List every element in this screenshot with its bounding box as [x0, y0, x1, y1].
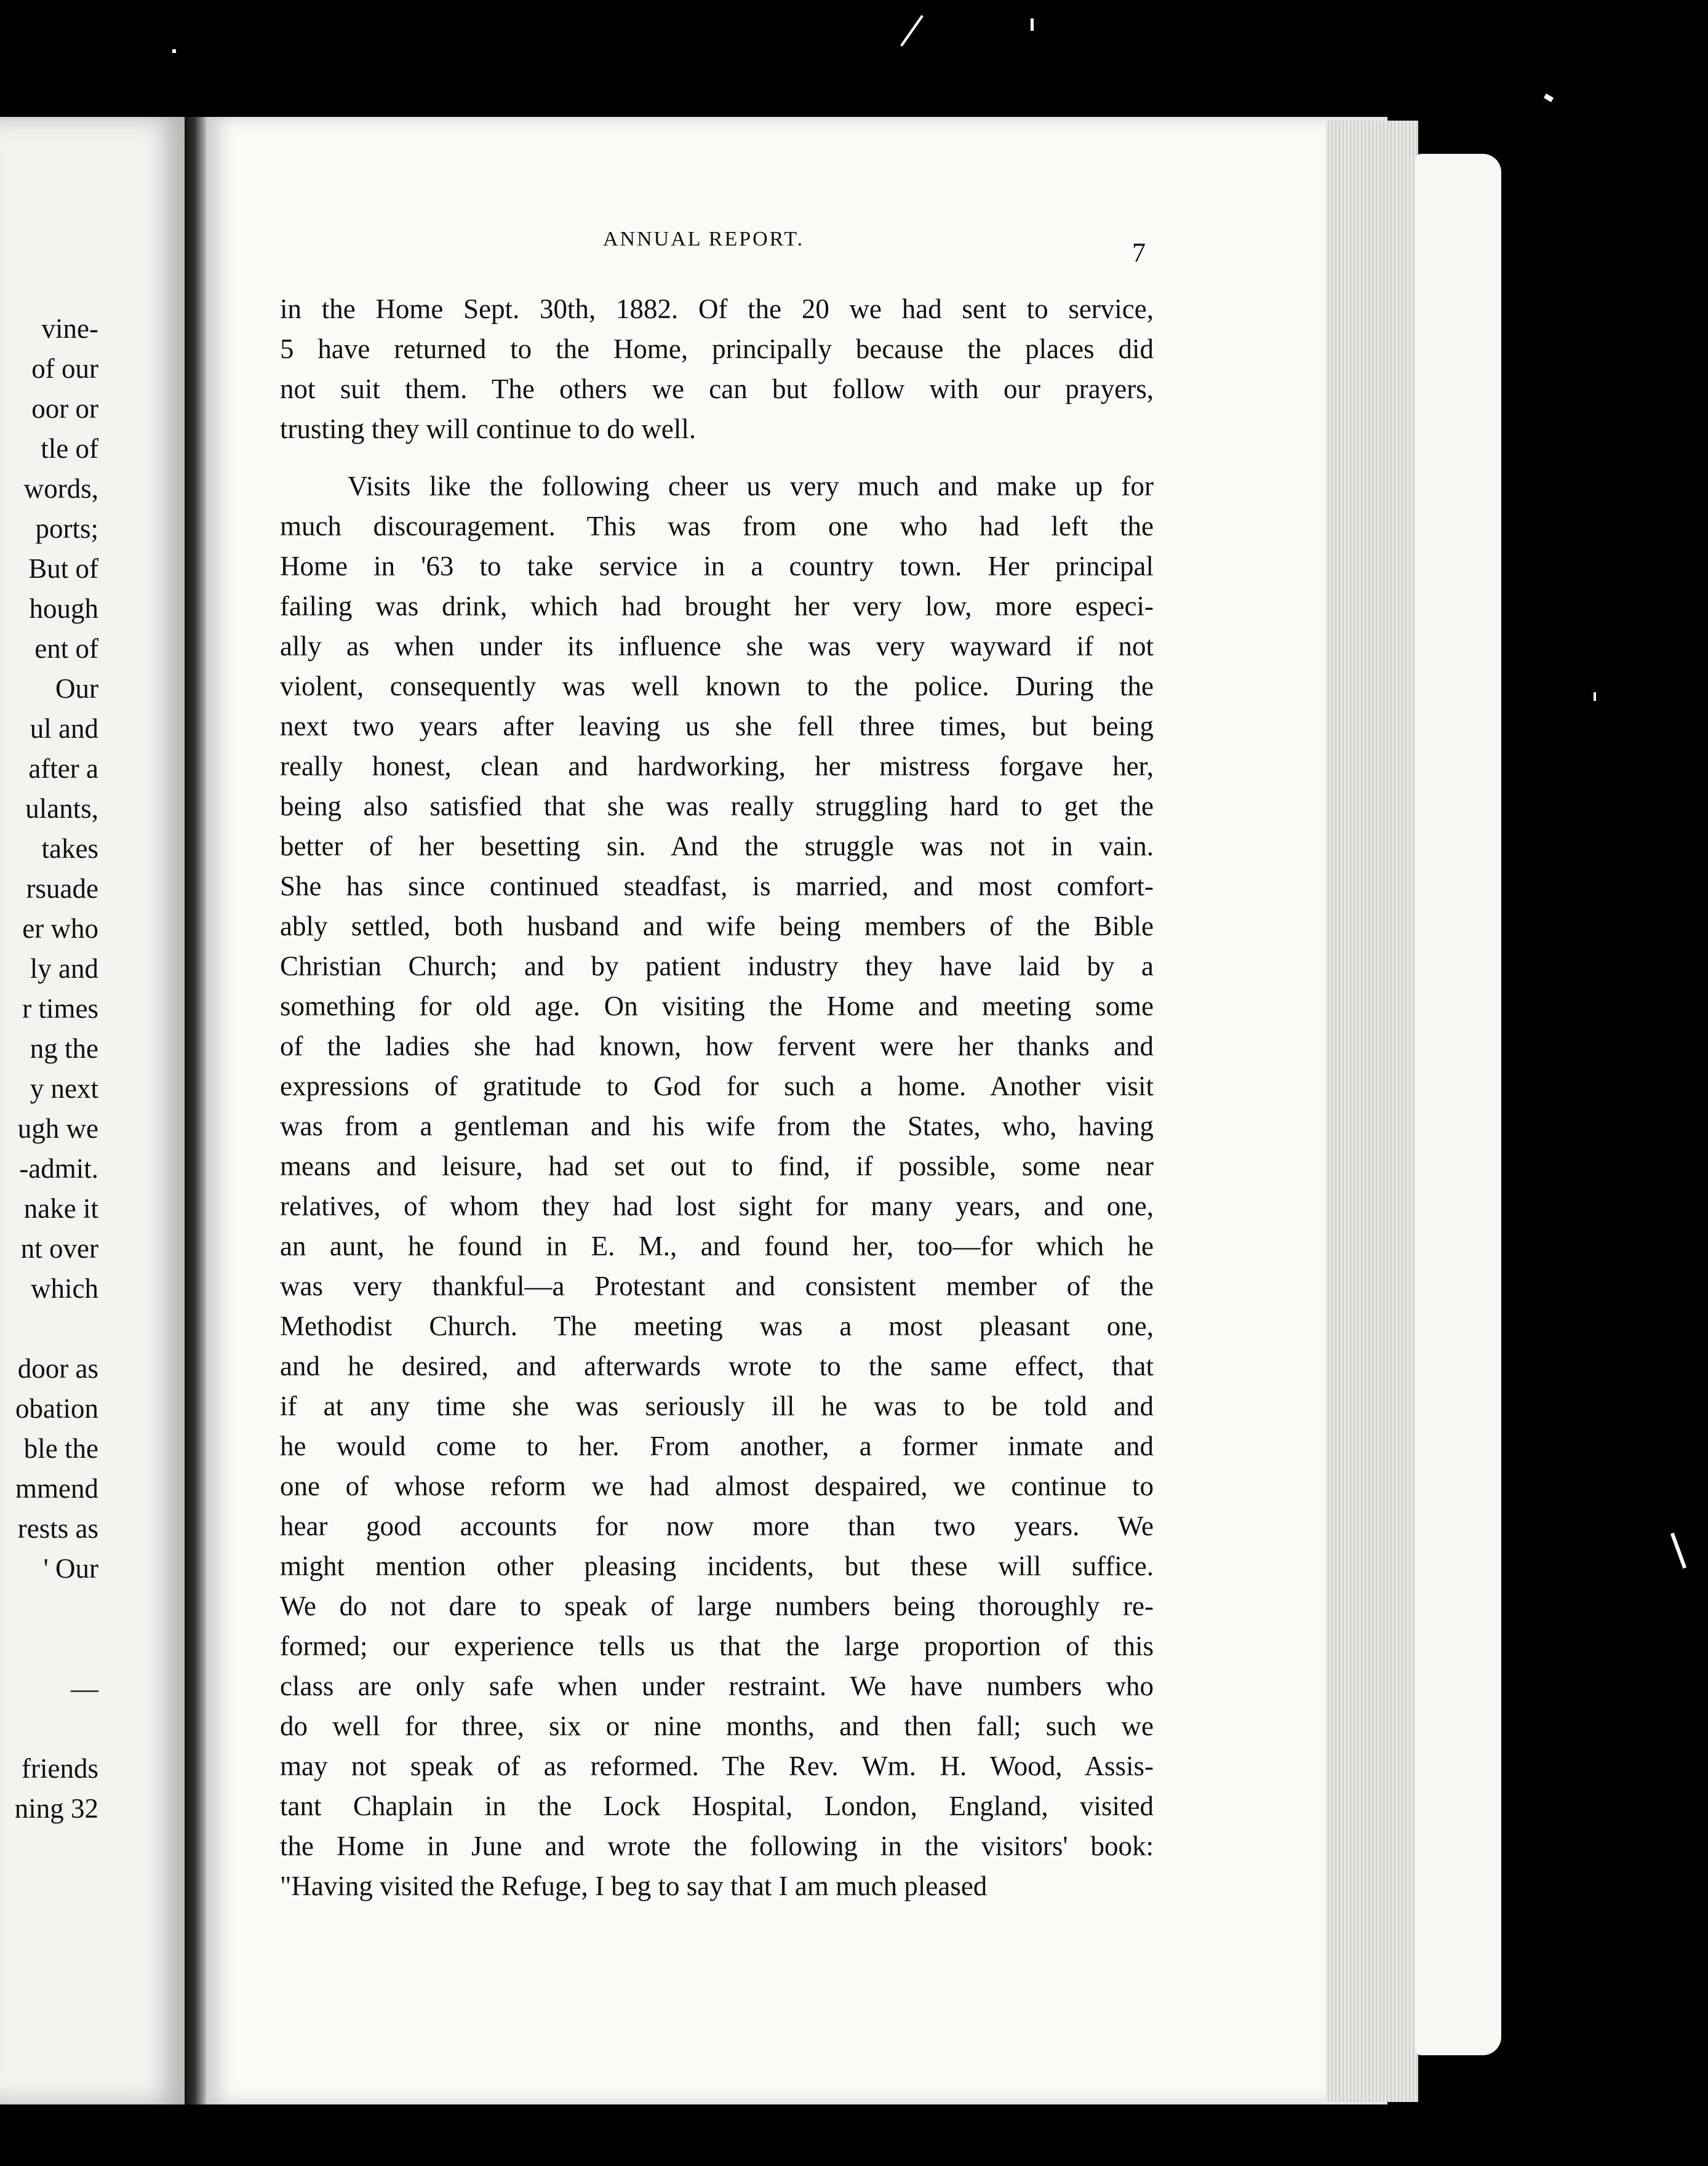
text-line: 5 have returned to the Home, principally because the places did [280, 334, 1154, 364]
paragraph [280, 466, 1154, 1906]
facing-page-line: door as [17, 1353, 98, 1384]
facing-page-line: -admit. [19, 1153, 98, 1184]
facing-page-line: rests as [17, 1513, 98, 1544]
text-line: do well for three, six or nine months, and then fall; such we [280, 1711, 1154, 1741]
facing-page-line [0, 1309, 98, 1349]
text-line: of the ladies she had known, how fervent were her thanks and [280, 1031, 1154, 1061]
text-line: trusting they will continue to do well. [280, 414, 696, 444]
facing-page-line [0, 1709, 98, 1749]
facing-page-line: tle of [41, 433, 98, 464]
text-line: not suit them. The others we can but follow with our prayers, [280, 374, 1154, 404]
text-line: if at any time she was seriously ill he was to be told and [280, 1391, 1154, 1421]
facing-page-line [0, 1629, 98, 1669]
text-line: tant Chaplain in the Lock Hospital, London, England, visited [280, 1791, 1154, 1821]
text-line: better of her besetting sin. And the struggle was not in vain. [280, 831, 1154, 861]
text-line: violent, consequently was well known to the police. During the [280, 671, 1154, 701]
facing-page-line: ul and [30, 713, 98, 744]
facing-page-line: ning 32 [14, 1793, 98, 1824]
facing-page-line: ly and [30, 953, 98, 984]
text-line: She has since continued steadfast, is married, and most comfort- [280, 871, 1154, 901]
dust-speck [1031, 18, 1034, 31]
text-line: being also satisfied that she was really struggling hard to get the [280, 791, 1154, 821]
text-line: much discouragement. This was from one who had left the [280, 511, 1154, 542]
facing-page-line: words, [23, 473, 98, 504]
text-line: he would come to her. From another, a former inmate and [280, 1431, 1154, 1461]
text-line: Home in '63 to take service in a country town. Her principal [280, 551, 1154, 581]
book-gutter [185, 117, 209, 2104]
facing-page-line: of our [31, 353, 98, 384]
text-line: really honest, clean and hardworking, her mistress forgave her, [280, 751, 1154, 781]
facing-page-line [0, 1589, 98, 1629]
running-header: ANNUAL REPORT. [603, 228, 805, 250]
facing-page [0, 117, 190, 2104]
facing-page-line: which [31, 1273, 98, 1304]
text-line: expressions of gratitude to God for such a home. Another visit [280, 1071, 1154, 1101]
facing-page-line: obation [15, 1393, 98, 1424]
dust-speck [1670, 1533, 1686, 1569]
text-line: relatives, of whom they had lost sight for many years, and one, [280, 1191, 1154, 1221]
facing-page-line: y next [30, 1073, 98, 1104]
text-line: in the Home Sept. 30th, 1882. Of the 20 we had sent to service, [280, 294, 1154, 324]
text-line: and he desired, and afterwards wrote to the same effect, that [280, 1351, 1154, 1381]
facing-page-line: r times [22, 993, 98, 1024]
text-line: ably settled, both husband and wife being members of the Bible [280, 911, 1154, 941]
facing-page-line: ugh we [17, 1113, 98, 1144]
facing-page-line: mmend [15, 1473, 98, 1504]
facing-page-line: ent of [34, 633, 98, 664]
facing-page-line: ble the [23, 1433, 98, 1464]
facing-page-line: after a [28, 753, 98, 784]
facing-page-line: nake it [23, 1193, 98, 1224]
text-line: "Having visited the Refuge, I beg to say that I am much pleased [280, 1871, 988, 1901]
facing-page-line: — [71, 1673, 98, 1704]
facing-page-line: hough [29, 593, 98, 624]
book-cover-edge [1415, 154, 1501, 2055]
page-number: 7 [1132, 238, 1146, 268]
dust-speck [900, 15, 924, 46]
text-line: something for old age. On visiting the Home and meeting some [280, 991, 1154, 1021]
text-line: means and leisure, had set out to find, if possible, some near [280, 1151, 1154, 1181]
facing-page-line: oor or [31, 393, 98, 424]
facing-page-line: rsuade [26, 873, 98, 904]
text-line: Christian Church; and by patient industry they have laid by a [280, 951, 1154, 981]
facing-page-line: ng the [30, 1033, 98, 1064]
facing-page-line: But of [28, 553, 98, 584]
dust-speck [1544, 94, 1554, 102]
facing-page-line: ports; [35, 513, 98, 544]
text-line: Visits like the following cheer us very much and make up for [348, 471, 1154, 502]
facing-page-line: Our [55, 673, 98, 704]
text-line: might mention other pleasing incidents, but these will suffice. [280, 1551, 1154, 1581]
text-line: one of whose reform we had almost despaired, we continue to [280, 1471, 1154, 1501]
facing-page-line: er who [22, 913, 98, 944]
text-line: ally as when under its influence she was very wayward if not [280, 631, 1154, 661]
dust-speck [172, 49, 176, 53]
page-body-text [280, 289, 1154, 1906]
text-line: next two years after leaving us she fell three times, but being [280, 711, 1154, 741]
text-line: the Home in June and wrote the following in the visitors' book: [280, 1831, 1154, 1861]
text-line: was very thankful—a Protestant and consistent member of the [280, 1271, 1154, 1301]
dust-speck [1594, 692, 1596, 701]
facing-page-line: friends [22, 1753, 98, 1784]
text-line: was from a gentleman and his wife from the States, who, having [280, 1111, 1154, 1141]
facing-page-text [0, 309, 98, 1829]
text-line: may not speak of as reformed. The Rev. Wm. H. Wood, Assis- [280, 1751, 1154, 1781]
text-line: hear good accounts for now more than two years. We [280, 1511, 1154, 1541]
text-line: We do not dare to speak of large numbers being thoroughly re- [280, 1591, 1154, 1621]
text-line: formed; our experience tells us that the large proportion of this [280, 1631, 1154, 1661]
text-line: Methodist Church. The meeting was a most pleasant one, [280, 1311, 1154, 1341]
page-fore-edge [1326, 121, 1418, 2102]
facing-page-line: vine- [41, 313, 98, 344]
text-line: an aunt, he found in E. M., and found her, too—for which he [280, 1231, 1154, 1261]
text-line: failing was drink, which had brought her very low, more especi- [280, 591, 1154, 621]
facing-page-line: ulants, [25, 793, 98, 824]
facing-page-line: ' Our [43, 1553, 98, 1584]
text-line: class are only safe when under restraint. We have numbers who [280, 1671, 1154, 1701]
facing-page-line: takes [41, 833, 98, 864]
facing-page-line: nt over [20, 1233, 98, 1264]
paragraph [280, 289, 1154, 449]
